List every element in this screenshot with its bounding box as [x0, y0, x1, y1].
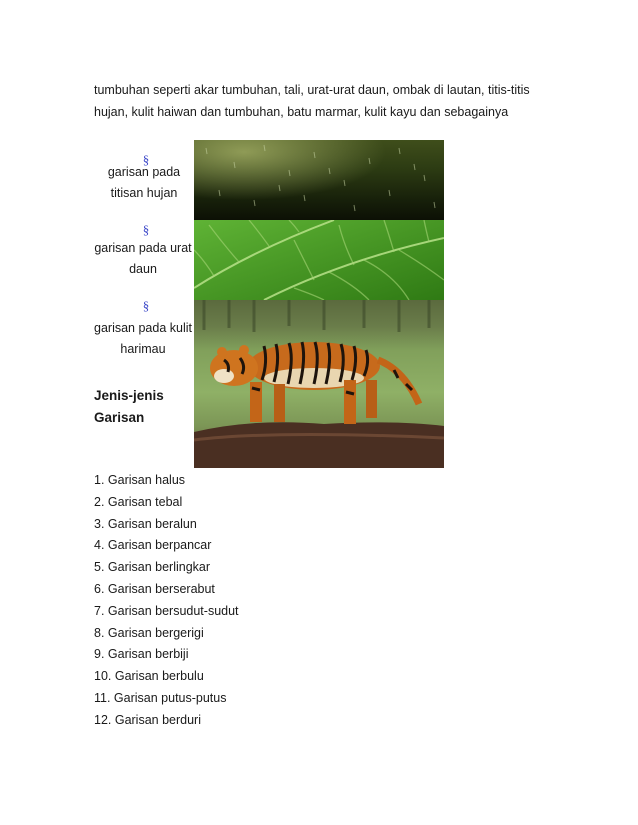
section-heading: [94, 385, 164, 429]
caption-line: garisan pada kulit: [94, 321, 192, 335]
caption-line: garisan pada urat: [94, 241, 192, 255]
list-item: 4. Garisan berpancar: [94, 538, 212, 553]
heading-line: Garisan: [94, 410, 145, 425]
caption-line: garisan pada: [107, 165, 181, 179]
intro-paragraph: [94, 79, 554, 123]
tiger-photo: [194, 300, 444, 468]
list-item: 9. Garisan berbiji: [94, 647, 189, 662]
example-caption: [84, 162, 204, 204]
list-item: 7. Garisan bersudut-sudut: [94, 603, 239, 618]
list-item: 5. Garisan berlingkar: [94, 560, 211, 575]
list-item: 3. Garisan beralun: [94, 516, 197, 531]
list-item: 10. Garisan berbulu: [94, 669, 204, 684]
caption-line: harimau: [120, 342, 166, 356]
intro-line: tumbuhan seperti akar tumbuhan, tali, urat-urat daun, ombak di lautan, titis-titis: [94, 83, 530, 97]
list-item: 11. Garisan putus-putus: [94, 690, 227, 705]
section-bullet: §: [142, 298, 150, 313]
list-item: 2. Garisan tebal: [94, 494, 183, 509]
intro-line: hujan, kulit haiwan dan tumbuhan, batu marmar, kulit kayu dan sebagainya: [94, 105, 509, 119]
rain-photo: [194, 140, 444, 220]
leaf-photo: [194, 220, 444, 300]
list-item: 1. Garisan halus: [94, 473, 186, 487]
section-bullet: §: [142, 152, 150, 167]
list-item: 8. Garisan bergerigi: [94, 625, 204, 640]
caption-line: daun: [129, 262, 157, 276]
list-item: 12. Garisan berduri: [94, 712, 202, 727]
section-bullet: §: [142, 222, 150, 237]
line-types-list: [94, 470, 239, 732]
caption-line: titisan hujan: [110, 186, 178, 200]
heading-line: Jenis-jenis: [94, 388, 164, 403]
example-caption: [84, 238, 202, 280]
list-item: 6. Garisan berserabut: [94, 581, 215, 596]
example-caption: [84, 318, 202, 360]
